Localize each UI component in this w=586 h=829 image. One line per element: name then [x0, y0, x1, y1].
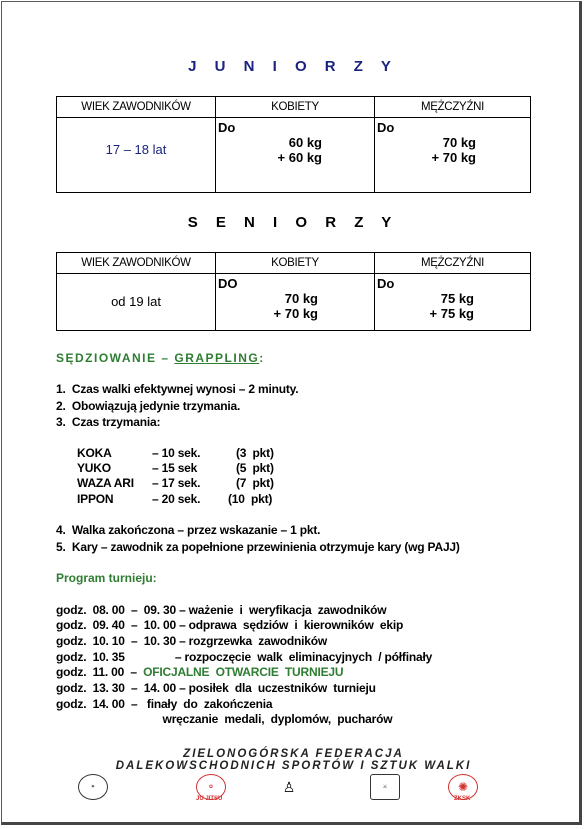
seniorzy-table [56, 252, 531, 331]
zksk-logo-label: ZKSK [454, 796, 471, 802]
hold-points: (3 pkt) [236, 446, 274, 460]
hold-time: – 20 sek. [152, 492, 201, 506]
federation-banner [56, 746, 531, 804]
men-do: Do [377, 276, 395, 291]
judging-heading-b: GRAPPLING [174, 351, 260, 365]
men-weight-2: + 70 kg [431, 150, 476, 165]
men-weight-1: 75 kg [440, 291, 474, 306]
juniorzy-title: J U N I O R Z Y [188, 58, 398, 75]
header-women: KOBIETY [216, 253, 375, 274]
hold-time: – 15 sek [152, 461, 198, 475]
judging-heading-c: : [259, 351, 265, 365]
judging-heading [56, 351, 265, 365]
program-row: godz. 10. 10 – 10. 30 – rozgrzewka zawodników [56, 634, 327, 648]
hold-name: YUKO [77, 461, 111, 475]
jujitsu-logo-label: JU JITSU [196, 796, 223, 802]
women-weight-2: + 70 kg [273, 306, 318, 321]
federation-name-1: ZIELONOGÓRSKA FEDERACJA [183, 748, 404, 760]
hold-name: WAZA ARI [77, 476, 134, 490]
fighter-silhouette-icon: ♙ [282, 779, 296, 795]
judging-item: 5. Kary – zawodnik za popełnione przewinienia otrzymuje kary (wg PAJJ) [56, 540, 460, 554]
men-cell [375, 118, 531, 193]
program-row-opening [56, 665, 343, 679]
header-age: WIEK ZAWODNIKÓW [57, 253, 216, 274]
header-men: MĘŻCZYŹNI [375, 97, 531, 118]
women-cell [216, 274, 375, 331]
women-do: Do [218, 120, 236, 135]
header-women: KOBIETY [216, 97, 375, 118]
women-weight-2: + 60 kg [277, 150, 322, 165]
hold-time: – 10 sek. [152, 446, 201, 460]
program-row: godz. 10. 35 – rozpoczęcie walk eliminacyjnych / półfinały [56, 650, 433, 664]
zksk-logo-icon: ✺ [448, 774, 478, 800]
judging-item: 2. Obowiązują jedynie trzymania. [56, 399, 241, 413]
federation-name-2: DALEKOWSCHODNICH SPORTÓW I SZTUK WALKI [115, 760, 472, 772]
opening-ceremony: OFICJALNE OTWARCIE TURNIEJU [143, 665, 344, 679]
program-row: godz. 09. 40 – 10. 00 – odprawa sędziów i kierowników ekip [56, 618, 404, 632]
age-cell: od 19 lat [57, 274, 216, 331]
hold-time: – 17 sek. [152, 476, 201, 490]
judging-heading-a: SĘDZIOWANIE – [56, 351, 175, 365]
header-men: MĘŻCZYŹNI [375, 253, 531, 274]
juniorzy-table [56, 96, 531, 193]
program-row: wręczanie medali, dyplomów, pucharów [56, 712, 393, 726]
hold-name: KOKA [77, 446, 112, 460]
hold-name: IPPON [77, 492, 114, 506]
program-heading: Program turnieju: [56, 571, 157, 585]
age-cell: 17 – 18 lat [57, 118, 216, 193]
program-row: godz. 13. 30 – 14. 00 – posiłek dla uczestników turnieju [56, 681, 376, 695]
women-cell [216, 118, 375, 193]
club-crest-icon: ⚔ [370, 774, 400, 800]
men-weight-2: + 75 kg [429, 306, 474, 321]
hold-points: (7 pkt) [236, 476, 274, 490]
program-row: godz. 08. 00 – 09. 30 – ważenie i weryfikacja zawodników [56, 603, 387, 617]
hold-points: (5 pkt) [236, 461, 274, 475]
judging-item: 1. Czas walki efektywnej wynosi – 2 minuty. [56, 382, 299, 396]
judging-item: 3. Czas trzymania: [56, 415, 161, 429]
men-weight-1: 70 kg [442, 135, 476, 150]
women-weight-1: 70 kg [284, 291, 318, 306]
hold-points: (10 pkt) [228, 492, 273, 506]
judging-item: 4. Walka zakończona – przez wskazanie – 1 pkt. [56, 523, 321, 537]
jujitsu-logo-icon: ✿ [196, 774, 226, 800]
men-cell [375, 274, 531, 331]
header-age: WIEK ZAWODNIKÓW [57, 97, 216, 118]
women-do: DO [218, 276, 238, 291]
seniorzy-title: S E N I O R Z Y [187, 214, 399, 231]
program-row: godz. 14. 00 – finały do zakończenia [56, 697, 273, 711]
program-row-time: godz. 11. 00 – [56, 665, 144, 679]
club-emblem-icon: ✶ [78, 774, 108, 800]
women-weight-1: 60 kg [288, 135, 322, 150]
men-do: Do [377, 120, 395, 135]
